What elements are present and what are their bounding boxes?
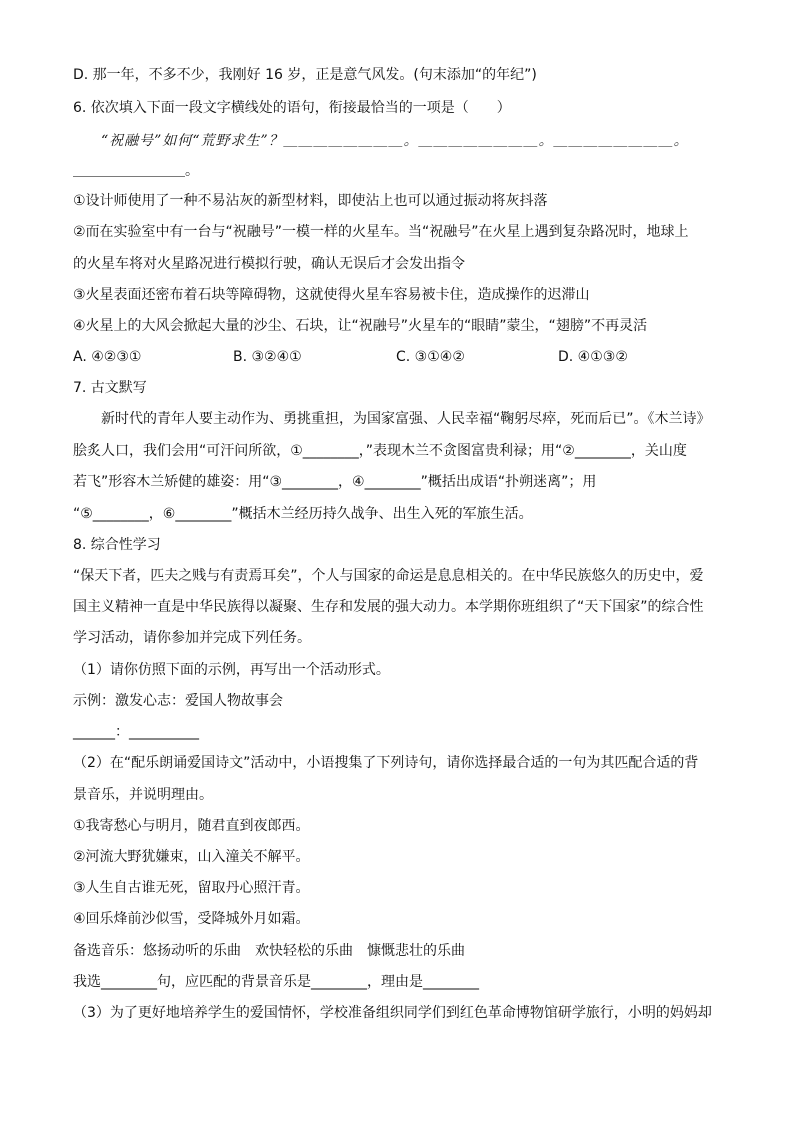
q6-sentence-2b: 的火星车将对火星路况进行模拟行驶，确认无误后才会发出指令 <box>73 256 465 272</box>
q6-sentence-3: ③火星表面还密布着石块等障碍物，这就使得火星车容易被卡住，造成操作的迟滞山 <box>73 287 590 303</box>
q7-paragraph-line-1: 新时代的青年人要主动作为、勇挑重担，为国家富强、人民幸福“鞠躬尽瘁，死而后已”。《木兰诗》 <box>101 411 711 427</box>
q8-title: 8. 综合性学习 <box>73 537 161 553</box>
q8-poem-3: ③人生自古谁无死，留取丹心照汗青。 <box>73 880 310 896</box>
q6-passage-continued: ＿＿＿＿＿＿＿＿。 <box>73 163 199 179</box>
q6-sentence-4: ④火星上的大风会掀起大量的沙尘、石块，让“祝融号”火星车的“眼睛”蒙尘，“翅膀”不再灵活 <box>73 318 648 334</box>
q5-option-d: D. 那一年，不多不少，我刚好 16 岁，正是意气风发。(句末添加“的年纪”) <box>73 67 537 83</box>
q8-task-1: （1）请你仿照下面的示例，再写出一个活动形式。 <box>73 662 390 678</box>
q8-poem-1: ①我寄愁心与明月，随君直到夜郎西。 <box>73 818 310 834</box>
q8-task-1-answer-blank: ______：__________ <box>73 724 199 740</box>
q8-poem-2: ②河流大野犹嫌束，山入潼关不解平。 <box>73 849 310 865</box>
q6-stem: 6. 依次填入下面一段文字横线处的语句，衔接最恰当的一项是（ ） <box>73 100 511 116</box>
q8-poem-4: ④回乐烽前沙似雪，受降城外月如霜。 <box>73 911 310 927</box>
q8-music-options: 备选音乐：悠扬动听的乐曲 欢快轻松的乐曲 慷慨悲壮的乐曲 <box>73 943 465 959</box>
q8-task-2-line-1: （2）在“配乐朗诵爱国诗文”活动中，小语搜集了下列诗句，请你选择最合适的一句为其匹配合适的背 <box>73 755 699 771</box>
q7-paragraph-line-4: “⑤________，⑥________”概括木兰经历持久战争、出生入死的军旅生活。 <box>73 506 533 522</box>
q6-option-c: C. ③①④② <box>396 349 465 365</box>
q7-paragraph-line-3: 若飞”形容木兰矫健的雄姿：用“③________，④________”概括出成语“扑朔迷离”；用 <box>73 474 597 490</box>
q6-sentence-1: ①设计师使用了一种不易沾灰的新型材料，即使沾上也可以通过振动将灰抖落 <box>73 193 548 209</box>
q6-option-b: B. ③②④① <box>233 349 302 365</box>
q8-intro-line-2: 国主义精神一直是中华民族得以凝聚、生存和发展的强大动力。本学期你班组织了“天下国家”的综合性 <box>73 599 704 615</box>
q6-sentence-2a: ②而在实验室中有一台与“祝融号”一模一样的火星车。当“祝融号”在火星上遇到复杂路况时，地球上 <box>73 224 689 240</box>
q8-task-3: （3）为了更好地培养学生的爱国情怀，学校准备组织同学们到红色革命博物馆研学旅行，小明的妈妈却 <box>73 1005 712 1021</box>
q8-task-2-answer: 我选________句，应匹配的背景音乐是________，理由是________ <box>73 974 479 990</box>
q8-task-1-example: 示例：激发心志：爱国人物故事会 <box>73 693 283 709</box>
q6-option-a: A. ④②③① <box>73 349 142 365</box>
q6-options <box>73 347 723 367</box>
q8-intro-line-3: 学习活动，请你参加并完成下列任务。 <box>73 630 311 646</box>
q6-option-d: D. ④①③② <box>558 349 628 365</box>
q6-passage: “祝融号”如何“荒野求生”？＿＿＿＿＿＿＿＿。＿＿＿＿＿＿＿＿。＿＿＿＿＿＿＿＿。 <box>101 133 689 149</box>
q7-paragraph-line-2: 脍炙人口，我们会用“可汗问所欲，①________，”表现木兰不贪图富贵利禄；用“②________，关山度 <box>73 443 687 459</box>
q8-task-2-line-2: 景音乐，并说明理由。 <box>73 787 213 803</box>
q8-intro-line-1: “保天下者，匹夫之贱与有责焉耳矣”，个人与国家的命运是息息相关的。在中华民族悠久的历史中，爱 <box>73 568 704 584</box>
q7-title: 7. 古文默写 <box>73 380 147 396</box>
